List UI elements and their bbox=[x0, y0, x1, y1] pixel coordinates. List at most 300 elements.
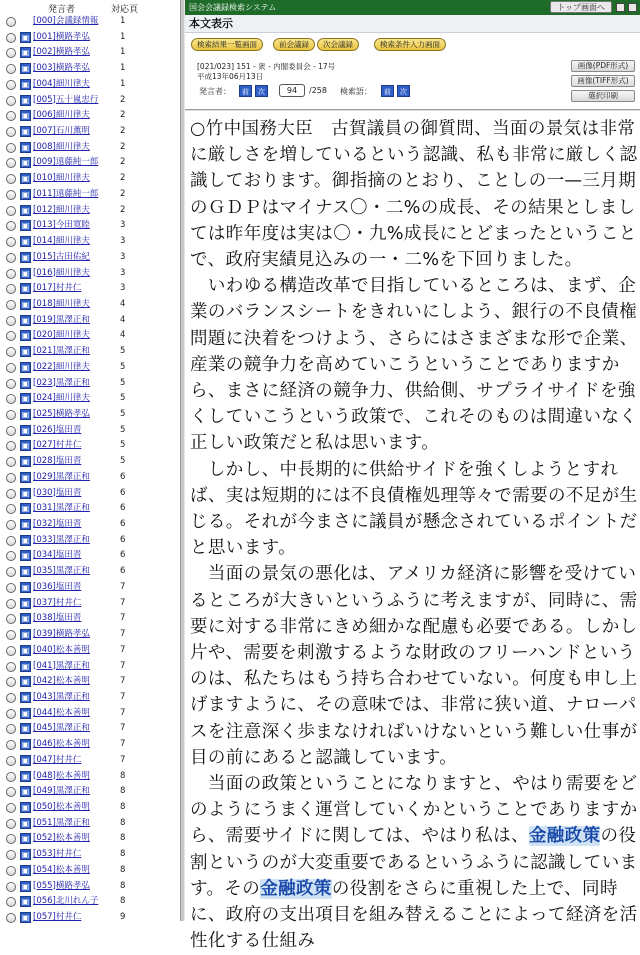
select-radio[interactable] bbox=[6, 221, 16, 231]
speaker-row[interactable] bbox=[0, 423, 180, 439]
speaker-icon: ▣ bbox=[21, 283, 30, 294]
select-radio[interactable] bbox=[6, 64, 16, 74]
speaker-link[interactable]: [012]細川律夫 bbox=[33, 204, 90, 215]
select-radio[interactable] bbox=[6, 677, 16, 687]
speaker-row[interactable] bbox=[0, 438, 180, 454]
speaker-page: 5 bbox=[120, 377, 126, 388]
select-radio[interactable] bbox=[6, 709, 16, 719]
select-radio[interactable] bbox=[6, 520, 16, 530]
speaker-icon: ▣ bbox=[21, 833, 30, 844]
speaker-link[interactable]: [013]今田寛睦 bbox=[33, 220, 90, 231]
speaker-page: 8 bbox=[120, 880, 126, 891]
speaker-row[interactable] bbox=[0, 234, 180, 250]
page-total: /258 bbox=[309, 86, 327, 95]
select-radio[interactable] bbox=[6, 551, 16, 561]
speaker-icon: ▣ bbox=[21, 817, 30, 828]
speaker-icon: ▣ bbox=[21, 236, 30, 247]
speaker-icon: ▣ bbox=[21, 519, 30, 530]
speaker-link[interactable]: [056]北川れん子 bbox=[33, 896, 99, 907]
select-radio[interactable] bbox=[6, 897, 16, 907]
speaker-page: 1 bbox=[120, 31, 126, 42]
speaker-row[interactable] bbox=[0, 564, 180, 580]
speaker-page: 2 bbox=[120, 188, 126, 199]
speaker-page: 6 bbox=[120, 471, 126, 482]
speech-paragraph: しかし、中長期的に供給サイドを強くしようとすれば、実は短期的には不良債権処理等々で需要の不足が生じる。それが今まさに議員が懸念されているポイントだと思います。 bbox=[190, 459, 638, 559]
speaker-icon: ▣ bbox=[21, 377, 30, 388]
select-radio[interactable] bbox=[6, 772, 16, 782]
search-input-button[interactable]: 検索条件入力画面 bbox=[374, 38, 446, 51]
speaker-page: 2 bbox=[120, 141, 126, 152]
speaker-icon: ▣ bbox=[21, 550, 30, 561]
speaker-icon: ▣ bbox=[21, 912, 30, 923]
speech-paragraph: ○竹中国務大臣 古賀議員の御質問、当面の景気は非常に厳しさを増しているという認識、私も非常に厳しく認識しております。御指摘のとおり、ことしの一—三月期のＧＤＰはマイナス〇・二%の成長、その結果としましては昨年度は実は〇・九%成長にとどまったということで、政府実績見込みの一・二%を下回りました。 bbox=[190, 119, 638, 271]
page-number-input[interactable]: 94 bbox=[279, 84, 305, 97]
speaker-next-button[interactable]: 次 bbox=[255, 85, 268, 97]
speaker-icon: ▣ bbox=[21, 566, 30, 577]
speaker-icon: ▣ bbox=[21, 503, 30, 514]
speaker-row[interactable] bbox=[0, 344, 180, 360]
speaker-icon: ▣ bbox=[21, 660, 30, 671]
speaker-icon: ▣ bbox=[21, 298, 30, 309]
select-radio[interactable] bbox=[6, 803, 16, 813]
speaker-page: 3 bbox=[120, 220, 126, 231]
speaker-link[interactable]: [002]横路孝弘 bbox=[33, 47, 90, 58]
speaker-page: 6 bbox=[120, 503, 126, 514]
speaker-row[interactable] bbox=[0, 769, 180, 785]
speaker-page: 1 bbox=[120, 78, 126, 89]
speaker-icon: ▣ bbox=[21, 440, 30, 451]
speaker-link[interactable]: [014]細川律夫 bbox=[33, 236, 90, 247]
select-radio[interactable] bbox=[6, 646, 16, 656]
speaker-link[interactable]: [033]黒澤正和 bbox=[33, 534, 90, 545]
speaker-link[interactable]: [031]黒澤正和 bbox=[33, 503, 90, 514]
speaker-link[interactable]: [011]遠藤純一郎 bbox=[33, 188, 99, 199]
select-radio[interactable] bbox=[6, 441, 16, 451]
speaker-link[interactable]: [018]細川律夫 bbox=[33, 298, 90, 309]
speaker-row[interactable] bbox=[0, 14, 180, 30]
speaker-link[interactable]: [037]村井仁 bbox=[33, 597, 82, 608]
speaker-link[interactable]: [038]塩田晋 bbox=[33, 613, 82, 624]
speaker-row[interactable] bbox=[0, 847, 180, 863]
speaker-link[interactable]: [055]横路孝弘 bbox=[33, 880, 90, 891]
select-radio[interactable] bbox=[6, 111, 16, 121]
speaker-icon: ▣ bbox=[21, 581, 30, 592]
speaker-page: 7 bbox=[120, 644, 126, 655]
select-radio[interactable] bbox=[6, 866, 16, 876]
speaker-page: 7 bbox=[120, 676, 126, 687]
select-radio[interactable] bbox=[6, 331, 16, 341]
speaker-page: 6 bbox=[120, 487, 126, 498]
select-radio[interactable] bbox=[6, 96, 16, 106]
speaker-row[interactable] bbox=[0, 218, 180, 234]
speaker-icon: ▣ bbox=[21, 126, 30, 137]
speaker-prev-button[interactable]: 前 bbox=[239, 85, 252, 97]
select-radio[interactable] bbox=[6, 882, 16, 892]
speaker-icon: ▣ bbox=[21, 534, 30, 545]
speaker-row[interactable] bbox=[0, 108, 180, 124]
speaker-row[interactable] bbox=[0, 203, 180, 219]
select-radio[interactable] bbox=[6, 316, 16, 326]
speaker-icon: ▣ bbox=[21, 770, 30, 781]
speaker-link[interactable]: [016]細川律夫 bbox=[33, 267, 90, 278]
tiff-image-button[interactable]: 画像(TIFF形式) bbox=[571, 75, 635, 87]
speaker-page: 4 bbox=[120, 314, 126, 325]
speaker-link[interactable]: [043]黒澤正和 bbox=[33, 691, 90, 702]
speaker-row[interactable] bbox=[0, 674, 180, 690]
speaker-row[interactable] bbox=[0, 124, 180, 140]
speaker-link[interactable]: [006]細川律夫 bbox=[33, 110, 90, 121]
col-speaker-heading: 発言者 bbox=[48, 5, 76, 15]
speaker-link[interactable]: [024]細川律夫 bbox=[33, 393, 90, 404]
speaker-link[interactable]: [051]黒澤正和 bbox=[33, 817, 90, 828]
speaker-link[interactable]: [022]細川律夫 bbox=[33, 361, 90, 372]
speaker-link[interactable]: [042]松本善明 bbox=[33, 676, 90, 687]
speaker-link[interactable]: [049]黒澤正和 bbox=[33, 786, 90, 797]
speaker-link[interactable]: [003]横路孝弘 bbox=[33, 63, 90, 74]
speaker-row[interactable] bbox=[0, 879, 180, 895]
speaker-page: 7 bbox=[120, 581, 126, 592]
speaker-link[interactable]: [008]細川律夫 bbox=[33, 141, 90, 152]
speaker-icon: ▣ bbox=[21, 487, 30, 498]
speaker-link[interactable]: [045]黒澤正和 bbox=[33, 723, 90, 734]
speaker-row[interactable] bbox=[0, 831, 180, 847]
speaker-link[interactable]: [019]黒澤正和 bbox=[33, 314, 90, 325]
speaker-row[interactable] bbox=[0, 171, 180, 187]
speaker-row[interactable] bbox=[0, 517, 180, 533]
speaker-row[interactable] bbox=[0, 533, 180, 549]
speaker-row[interactable] bbox=[0, 93, 180, 109]
speaker-page: 8 bbox=[120, 896, 126, 907]
speaker-row[interactable] bbox=[0, 580, 180, 596]
speaker-row[interactable] bbox=[0, 548, 180, 564]
speaker-icon: ▣ bbox=[21, 707, 30, 718]
speaker-link[interactable]: [050]松本善明 bbox=[33, 802, 90, 812]
speaker-link[interactable]: [020]細川律夫 bbox=[33, 330, 90, 341]
speaker-page: 7 bbox=[120, 597, 126, 608]
speaker-link[interactable]: [005]五十嵐忠行 bbox=[33, 94, 99, 105]
speaker-row[interactable] bbox=[0, 706, 180, 722]
select-radio[interactable] bbox=[6, 756, 16, 766]
select-radio[interactable] bbox=[6, 284, 16, 294]
select-radio[interactable] bbox=[6, 253, 16, 263]
select-radio[interactable] bbox=[6, 174, 16, 184]
select-radio[interactable] bbox=[6, 158, 16, 168]
speaker-icon: ▣ bbox=[21, 723, 30, 734]
speaker-page: 8 bbox=[120, 817, 126, 828]
speaker-page: 5 bbox=[120, 424, 126, 435]
select-radio[interactable] bbox=[6, 913, 16, 923]
speaker-page: 8 bbox=[120, 786, 126, 797]
speaker-link[interactable]: [000]会議録情報 bbox=[33, 16, 99, 26]
speaker-page: 2 bbox=[120, 157, 126, 168]
speaker-link[interactable]: [046]松本善明 bbox=[33, 739, 90, 750]
keyword-highlight: 金融政策 bbox=[260, 878, 332, 899]
speaker-page: 7 bbox=[120, 739, 126, 750]
speaker-link[interactable]: [023]黒澤正和 bbox=[33, 377, 90, 388]
select-radio[interactable] bbox=[6, 630, 16, 640]
speaker-link[interactable]: [053]村井仁 bbox=[33, 849, 82, 860]
speaker-row[interactable] bbox=[0, 77, 180, 93]
select-print-button[interactable]: 選択印刷 bbox=[571, 90, 635, 102]
speaker-icon: ▣ bbox=[21, 314, 30, 325]
speech-text: 当面の政策ということになりますと、やはり需要をどのようにうまく運営していくかということでありますから、需要サイドに関しては、やはり私は、 bbox=[190, 774, 638, 847]
select-radio[interactable] bbox=[6, 379, 16, 389]
speaker-row[interactable] bbox=[0, 376, 180, 392]
speaker-link[interactable]: [010]細川律夫 bbox=[33, 173, 90, 184]
speaker-page: 3 bbox=[120, 236, 126, 247]
speaker-row[interactable] bbox=[0, 187, 180, 203]
speaker-page: 6 bbox=[120, 566, 126, 577]
speaker-row[interactable] bbox=[0, 659, 180, 675]
select-radio[interactable] bbox=[6, 269, 16, 279]
speaker-icon: ▣ bbox=[21, 393, 30, 404]
speaker-row[interactable] bbox=[0, 250, 180, 266]
speaker-link[interactable]: [041]黒澤正和 bbox=[33, 660, 90, 671]
speaker-link[interactable]: [009]遠藤純一郎 bbox=[33, 157, 99, 168]
speaker-icon: ▣ bbox=[21, 173, 30, 184]
speaker-page: 4 bbox=[120, 330, 126, 341]
system-title: 国会会議録検索システム bbox=[189, 3, 277, 12]
speaker-row[interactable] bbox=[0, 61, 180, 77]
speech-paragraph: いわゆる構造改革で目指しているところは、まず、企業のバランスシートをきれいにしよう、銀行の不良債権問題に決着をつけよう、さらにはさまざまな形で企業、産業の競争力を高めていこうということでありますから、まさに経済の競争力、供給側、サプライサイドを強くしていこうという政策で、これそのものは間違いなく正しい政策だと私は思います。 bbox=[190, 276, 638, 454]
speaker-link[interactable]: [057]村井仁 bbox=[33, 912, 82, 923]
speaker-page: 7 bbox=[120, 723, 126, 734]
speaker-icon: ▣ bbox=[21, 141, 30, 152]
speaker-row[interactable] bbox=[0, 30, 180, 46]
select-radio[interactable] bbox=[6, 599, 16, 609]
speaker-link[interactable]: [028]塩田晋 bbox=[33, 456, 82, 467]
speaker-link[interactable]: [032]塩田晋 bbox=[33, 519, 82, 530]
select-radio[interactable] bbox=[6, 504, 16, 514]
speaker-icon: ▣ bbox=[21, 204, 30, 215]
speaker-icon: ▣ bbox=[21, 786, 30, 797]
speaker-row[interactable] bbox=[0, 407, 180, 423]
pdf-image-button[interactable]: 画像(PDF形式) bbox=[571, 60, 635, 72]
speaker-icon: ▣ bbox=[21, 849, 30, 860]
select-radio[interactable] bbox=[6, 740, 16, 750]
select-radio[interactable] bbox=[6, 850, 16, 860]
speaker-link[interactable]: [017]村井仁 bbox=[33, 283, 82, 294]
select-radio[interactable] bbox=[6, 410, 16, 420]
speaker-row[interactable] bbox=[0, 281, 180, 297]
select-radio[interactable] bbox=[6, 567, 16, 577]
speaker-row[interactable] bbox=[0, 501, 180, 517]
speaker-link[interactable]: [025]横路孝弘 bbox=[33, 409, 90, 419]
speaker-link[interactable]: [015]古田佑紀 bbox=[33, 251, 90, 262]
separator bbox=[185, 109, 640, 111]
select-radio[interactable] bbox=[6, 536, 16, 546]
col-page-heading: 対応頁 bbox=[111, 5, 139, 15]
speaker-link[interactable]: [048]松本善明 bbox=[33, 770, 90, 781]
speaker-page: 2 bbox=[120, 204, 126, 215]
speaker-link[interactable]: [052]松本善明 bbox=[33, 833, 90, 844]
speaker-row[interactable] bbox=[0, 784, 180, 800]
select-radio[interactable] bbox=[6, 206, 16, 216]
speaker-icon: ▣ bbox=[21, 676, 30, 687]
speaker-row[interactable] bbox=[0, 360, 180, 376]
speaker-row[interactable] bbox=[0, 266, 180, 282]
speaker-row[interactable] bbox=[0, 470, 180, 486]
speaker-row[interactable] bbox=[0, 297, 180, 313]
speaker-icon: ▣ bbox=[21, 691, 30, 702]
speaker-icon: ▣ bbox=[21, 409, 30, 419]
keyword-next-button[interactable]: 次 bbox=[397, 85, 410, 97]
select-radio[interactable] bbox=[6, 819, 16, 829]
speaker-page: 2 bbox=[120, 173, 126, 184]
speech-paragraph bbox=[190, 771, 638, 954]
select-radio[interactable] bbox=[6, 127, 16, 137]
speaker-link[interactable]: [029]黒澤正和 bbox=[33, 471, 90, 482]
top-page-button[interactable]: トップ画面へ bbox=[550, 1, 612, 13]
speaker-page: 5 bbox=[120, 440, 126, 451]
speaker-row[interactable] bbox=[0, 800, 180, 816]
speaker-icon: ▣ bbox=[21, 456, 30, 467]
speaker-row[interactable] bbox=[0, 328, 180, 344]
speaker-page: 5 bbox=[120, 346, 126, 357]
speaker-icon: ▣ bbox=[21, 424, 30, 435]
meeting-id: [021/023] 151 - 衆 - 内閣委員会 - 17号 bbox=[197, 62, 336, 71]
select-radio[interactable] bbox=[6, 693, 16, 703]
speaker-page: 6 bbox=[120, 534, 126, 545]
speaker-row[interactable] bbox=[0, 737, 180, 753]
speaker-page: 9 bbox=[120, 912, 126, 923]
select-radio[interactable] bbox=[6, 473, 16, 483]
keyword-prev-button[interactable]: 前 bbox=[381, 85, 394, 97]
select-radio[interactable] bbox=[6, 80, 16, 90]
speaker-icon: ▣ bbox=[21, 471, 30, 482]
speaker-page: 6 bbox=[120, 550, 126, 561]
speaker-link[interactable]: [047]村井仁 bbox=[33, 754, 82, 765]
speaker-icon: ▣ bbox=[21, 78, 30, 89]
next-meeting-button[interactable]: 次会議録 bbox=[317, 38, 359, 51]
speaker-row[interactable] bbox=[0, 894, 180, 910]
speaker-link[interactable]: [054]松本善明 bbox=[33, 864, 90, 875]
select-radio[interactable] bbox=[6, 17, 16, 27]
speaker-row[interactable] bbox=[0, 627, 180, 643]
speaker-icon: ▣ bbox=[21, 754, 30, 765]
speaker-page: 1 bbox=[120, 16, 126, 26]
select-radio[interactable] bbox=[6, 143, 16, 153]
speaker-icon: ▣ bbox=[21, 110, 30, 121]
speaker-page: 8 bbox=[120, 770, 126, 781]
select-radio[interactable] bbox=[6, 614, 16, 624]
speaker-link[interactable]: [034]塩田晋 bbox=[33, 550, 82, 561]
select-radio[interactable] bbox=[6, 237, 16, 247]
speaker-link[interactable]: [027]村井仁 bbox=[33, 440, 82, 451]
speaker-row[interactable] bbox=[0, 753, 180, 769]
speaker-link[interactable]: [036]塩田晋 bbox=[33, 581, 82, 592]
select-radio[interactable] bbox=[6, 457, 16, 467]
speaker-row[interactable] bbox=[0, 910, 180, 926]
speaker-row[interactable] bbox=[0, 643, 180, 659]
speaker-icon: ▣ bbox=[21, 644, 30, 655]
speaker-label: 発言者： bbox=[199, 87, 231, 96]
speaker-icon: ▣ bbox=[21, 864, 30, 875]
speaker-row[interactable] bbox=[0, 140, 180, 156]
speaker-link[interactable]: [001]横路孝弘 bbox=[33, 31, 90, 42]
speaker-row[interactable] bbox=[0, 611, 180, 627]
meeting-date: 平成13年06月13日 bbox=[197, 72, 264, 81]
select-radio[interactable] bbox=[6, 300, 16, 310]
speaker-page: 8 bbox=[120, 802, 126, 812]
speech-text: の役割をさらに重視した上で、同時に、政府の支出項目を組み替えることによって経済を活性化する仕組み bbox=[190, 878, 638, 952]
speaker-link[interactable]: [021]黒澤正和 bbox=[33, 346, 90, 357]
prev-meeting-button[interactable]: 前会議録 bbox=[273, 38, 315, 51]
speaker-page: 2 bbox=[120, 94, 126, 105]
speaker-page: 3 bbox=[120, 267, 126, 278]
speaker-page: 5 bbox=[120, 361, 126, 372]
select-radio[interactable] bbox=[6, 48, 16, 58]
speaker-row[interactable] bbox=[0, 155, 180, 171]
speaker-page: 7 bbox=[120, 613, 126, 624]
close-icon[interactable] bbox=[628, 3, 637, 12]
speaker-row[interactable] bbox=[0, 863, 180, 879]
select-radio[interactable] bbox=[6, 426, 16, 436]
select-radio[interactable] bbox=[6, 394, 16, 404]
speaker-link[interactable]: [040]松本善明 bbox=[33, 644, 90, 655]
select-radio[interactable] bbox=[6, 363, 16, 373]
results-list-button[interactable]: 検索結果一覧画面 bbox=[191, 38, 263, 51]
speaker-row[interactable] bbox=[0, 816, 180, 832]
speaker-page: 8 bbox=[120, 833, 126, 844]
speaker-link[interactable]: [039]横路孝弘 bbox=[33, 629, 90, 640]
select-radio[interactable] bbox=[6, 33, 16, 43]
speaker-page: 7 bbox=[120, 707, 126, 718]
select-radio[interactable] bbox=[6, 662, 16, 672]
speaker-list-header bbox=[0, 0, 180, 14]
meeting-info bbox=[197, 62, 335, 82]
speech-text: の役割というのが大変重要であるというふうに認識しています。その bbox=[190, 826, 638, 899]
speaker-row[interactable] bbox=[0, 391, 180, 407]
speaker-row[interactable] bbox=[0, 690, 180, 706]
speaker-link[interactable]: [004]細川律夫 bbox=[33, 78, 90, 89]
speaker-page: 8 bbox=[120, 849, 126, 860]
speaker-icon: ▣ bbox=[21, 94, 30, 105]
speaker-page: 7 bbox=[120, 660, 126, 671]
speaker-row[interactable] bbox=[0, 45, 180, 61]
speech-body bbox=[190, 116, 638, 952]
speaker-page: 1 bbox=[120, 63, 126, 74]
speech-paragraph: 当面の景気の悪化は、アメリカ経済に影響を受けているところが大きいというふうに考えますが、同時に、需要に対する非常にきめ細かな配慮も必要である。しかし片や、需要を刺激するような財政のフリーハンドというのは、私たちはもう持ち合わせていない。何度も申し上げますように、その意味では、非常に狭い道、ナローパスを注意深く歩まなければいけないという難しい仕事が目の前にあると認識しています。 bbox=[190, 564, 638, 768]
speaker-icon: ▣ bbox=[21, 802, 30, 812]
speaker-page: 1 bbox=[120, 47, 126, 58]
speaker-icon: ▣ bbox=[21, 739, 30, 750]
speaker-page: 5 bbox=[120, 456, 126, 467]
speaker-row[interactable] bbox=[0, 313, 180, 329]
select-radio[interactable] bbox=[6, 834, 16, 844]
speaker-row[interactable] bbox=[0, 596, 180, 612]
speaker-link[interactable]: [026]塩田晋 bbox=[33, 424, 82, 435]
speaker-row[interactable] bbox=[0, 721, 180, 737]
speaker-link[interactable]: [044]松本善明 bbox=[33, 707, 90, 718]
help-icon[interactable] bbox=[616, 3, 625, 12]
select-radio[interactable] bbox=[6, 190, 16, 200]
speaker-link[interactable]: [035]黒澤正和 bbox=[33, 566, 90, 577]
select-radio[interactable] bbox=[6, 583, 16, 593]
speaker-row[interactable] bbox=[0, 486, 180, 502]
select-radio[interactable] bbox=[6, 347, 16, 357]
speaker-link[interactable]: [007]石川薫明 bbox=[33, 126, 90, 137]
speaker-page: 7 bbox=[120, 754, 126, 765]
page-title: 本文表示 bbox=[185, 15, 640, 33]
select-radio[interactable] bbox=[6, 787, 16, 797]
select-radio[interactable] bbox=[6, 724, 16, 734]
speaker-page: 6 bbox=[120, 519, 126, 530]
keyword-label: 検索語： bbox=[340, 87, 372, 96]
select-radio[interactable] bbox=[6, 489, 16, 499]
speaker-row[interactable] bbox=[0, 454, 180, 470]
speaker-link[interactable]: [030]塩田晋 bbox=[33, 487, 82, 498]
